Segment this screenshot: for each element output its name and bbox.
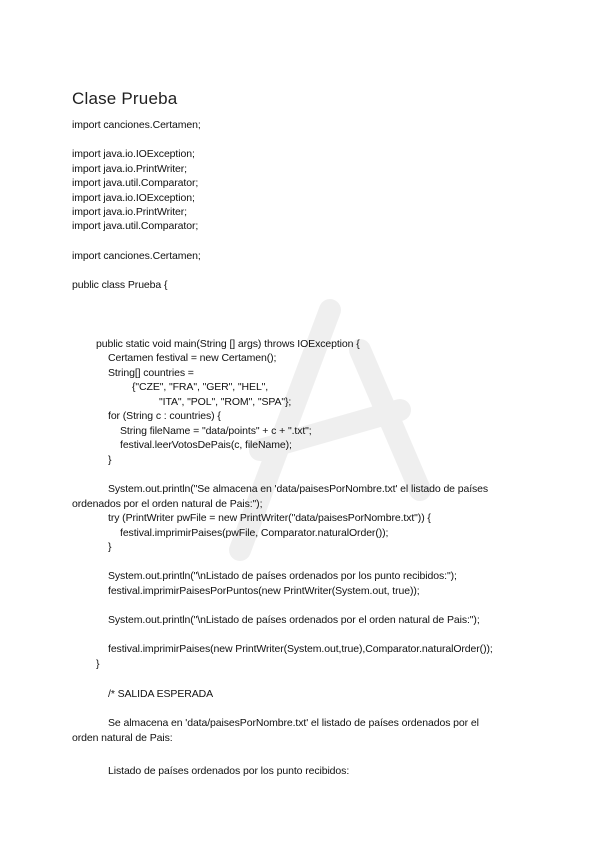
code-line: System.out.println("\nListado de países ordenados por el orden natural de Pais:"); xyxy=(108,614,480,626)
code-line: Certamen festival = new Certamen(); xyxy=(108,352,277,364)
code-line: import java.util.Comparator; xyxy=(72,220,199,232)
code-line: Listado de países ordenados por los punto recibidos: xyxy=(108,765,350,777)
code-line: /* SALIDA ESPERADA xyxy=(108,688,213,700)
code-line: festival.imprimirPaises(new PrintWriter(System.out,true),Comparator.naturalOrder()); xyxy=(108,643,493,655)
code-line: orden natural de Pais: xyxy=(72,732,173,744)
page-title: Clase Prueba xyxy=(72,89,178,108)
code-line: import java.io.IOException; xyxy=(72,192,195,204)
code-line: } xyxy=(108,541,112,553)
code-line: } xyxy=(108,454,112,466)
code-line: import canciones.Certamen; xyxy=(72,250,201,262)
code-line: for (String c : countries) { xyxy=(108,410,221,422)
code-line: import canciones.Certamen; xyxy=(72,119,201,131)
code-line: } xyxy=(96,658,100,670)
code-line: public static void main(String [] args) throws IOException { xyxy=(96,338,360,350)
code-line: public class Prueba { xyxy=(72,279,168,291)
code-line: System.out.println("\nListado de países ordenados por los punto recibidos:"); xyxy=(108,570,457,582)
code-line: festival.imprimirPaisesPorPuntos(new PrintWriter(System.out, true)); xyxy=(108,585,420,597)
code-line: import java.io.PrintWriter; xyxy=(72,206,187,218)
code-line: try (PrintWriter pwFile = new PrintWriter("data/paisesPorNombre.txt")) { xyxy=(108,512,431,524)
code-line: festival.imprimirPaises(pwFile, Comparator.naturalOrder()); xyxy=(120,527,389,539)
code-line: import java.io.PrintWriter; xyxy=(72,163,187,175)
code-line: ordenados por el orden natural de Pais:"); xyxy=(72,498,263,510)
code-line: Se almacena en 'data/paisesPorNombre.txt' el listado de países ordenados por el xyxy=(108,717,479,729)
code-line: import java.io.IOException; xyxy=(72,148,195,160)
code-line: String[] countries = xyxy=(108,367,194,379)
code-line: {"CZE", "FRA", "GER", "HEL", xyxy=(132,381,269,393)
code-line: import java.util.Comparator; xyxy=(72,177,199,189)
code-line: festival.leerVotosDePais(c, fileName); xyxy=(120,439,292,451)
code-line: String fileName = "data/points" + c + ".txt"; xyxy=(120,425,312,437)
code-line: System.out.println("Se almacena en 'data/paisesPorNombre.txt' el listado de países xyxy=(108,483,489,495)
code-line: "ITA", "POL", "ROM", "SPA"}; xyxy=(159,396,292,408)
